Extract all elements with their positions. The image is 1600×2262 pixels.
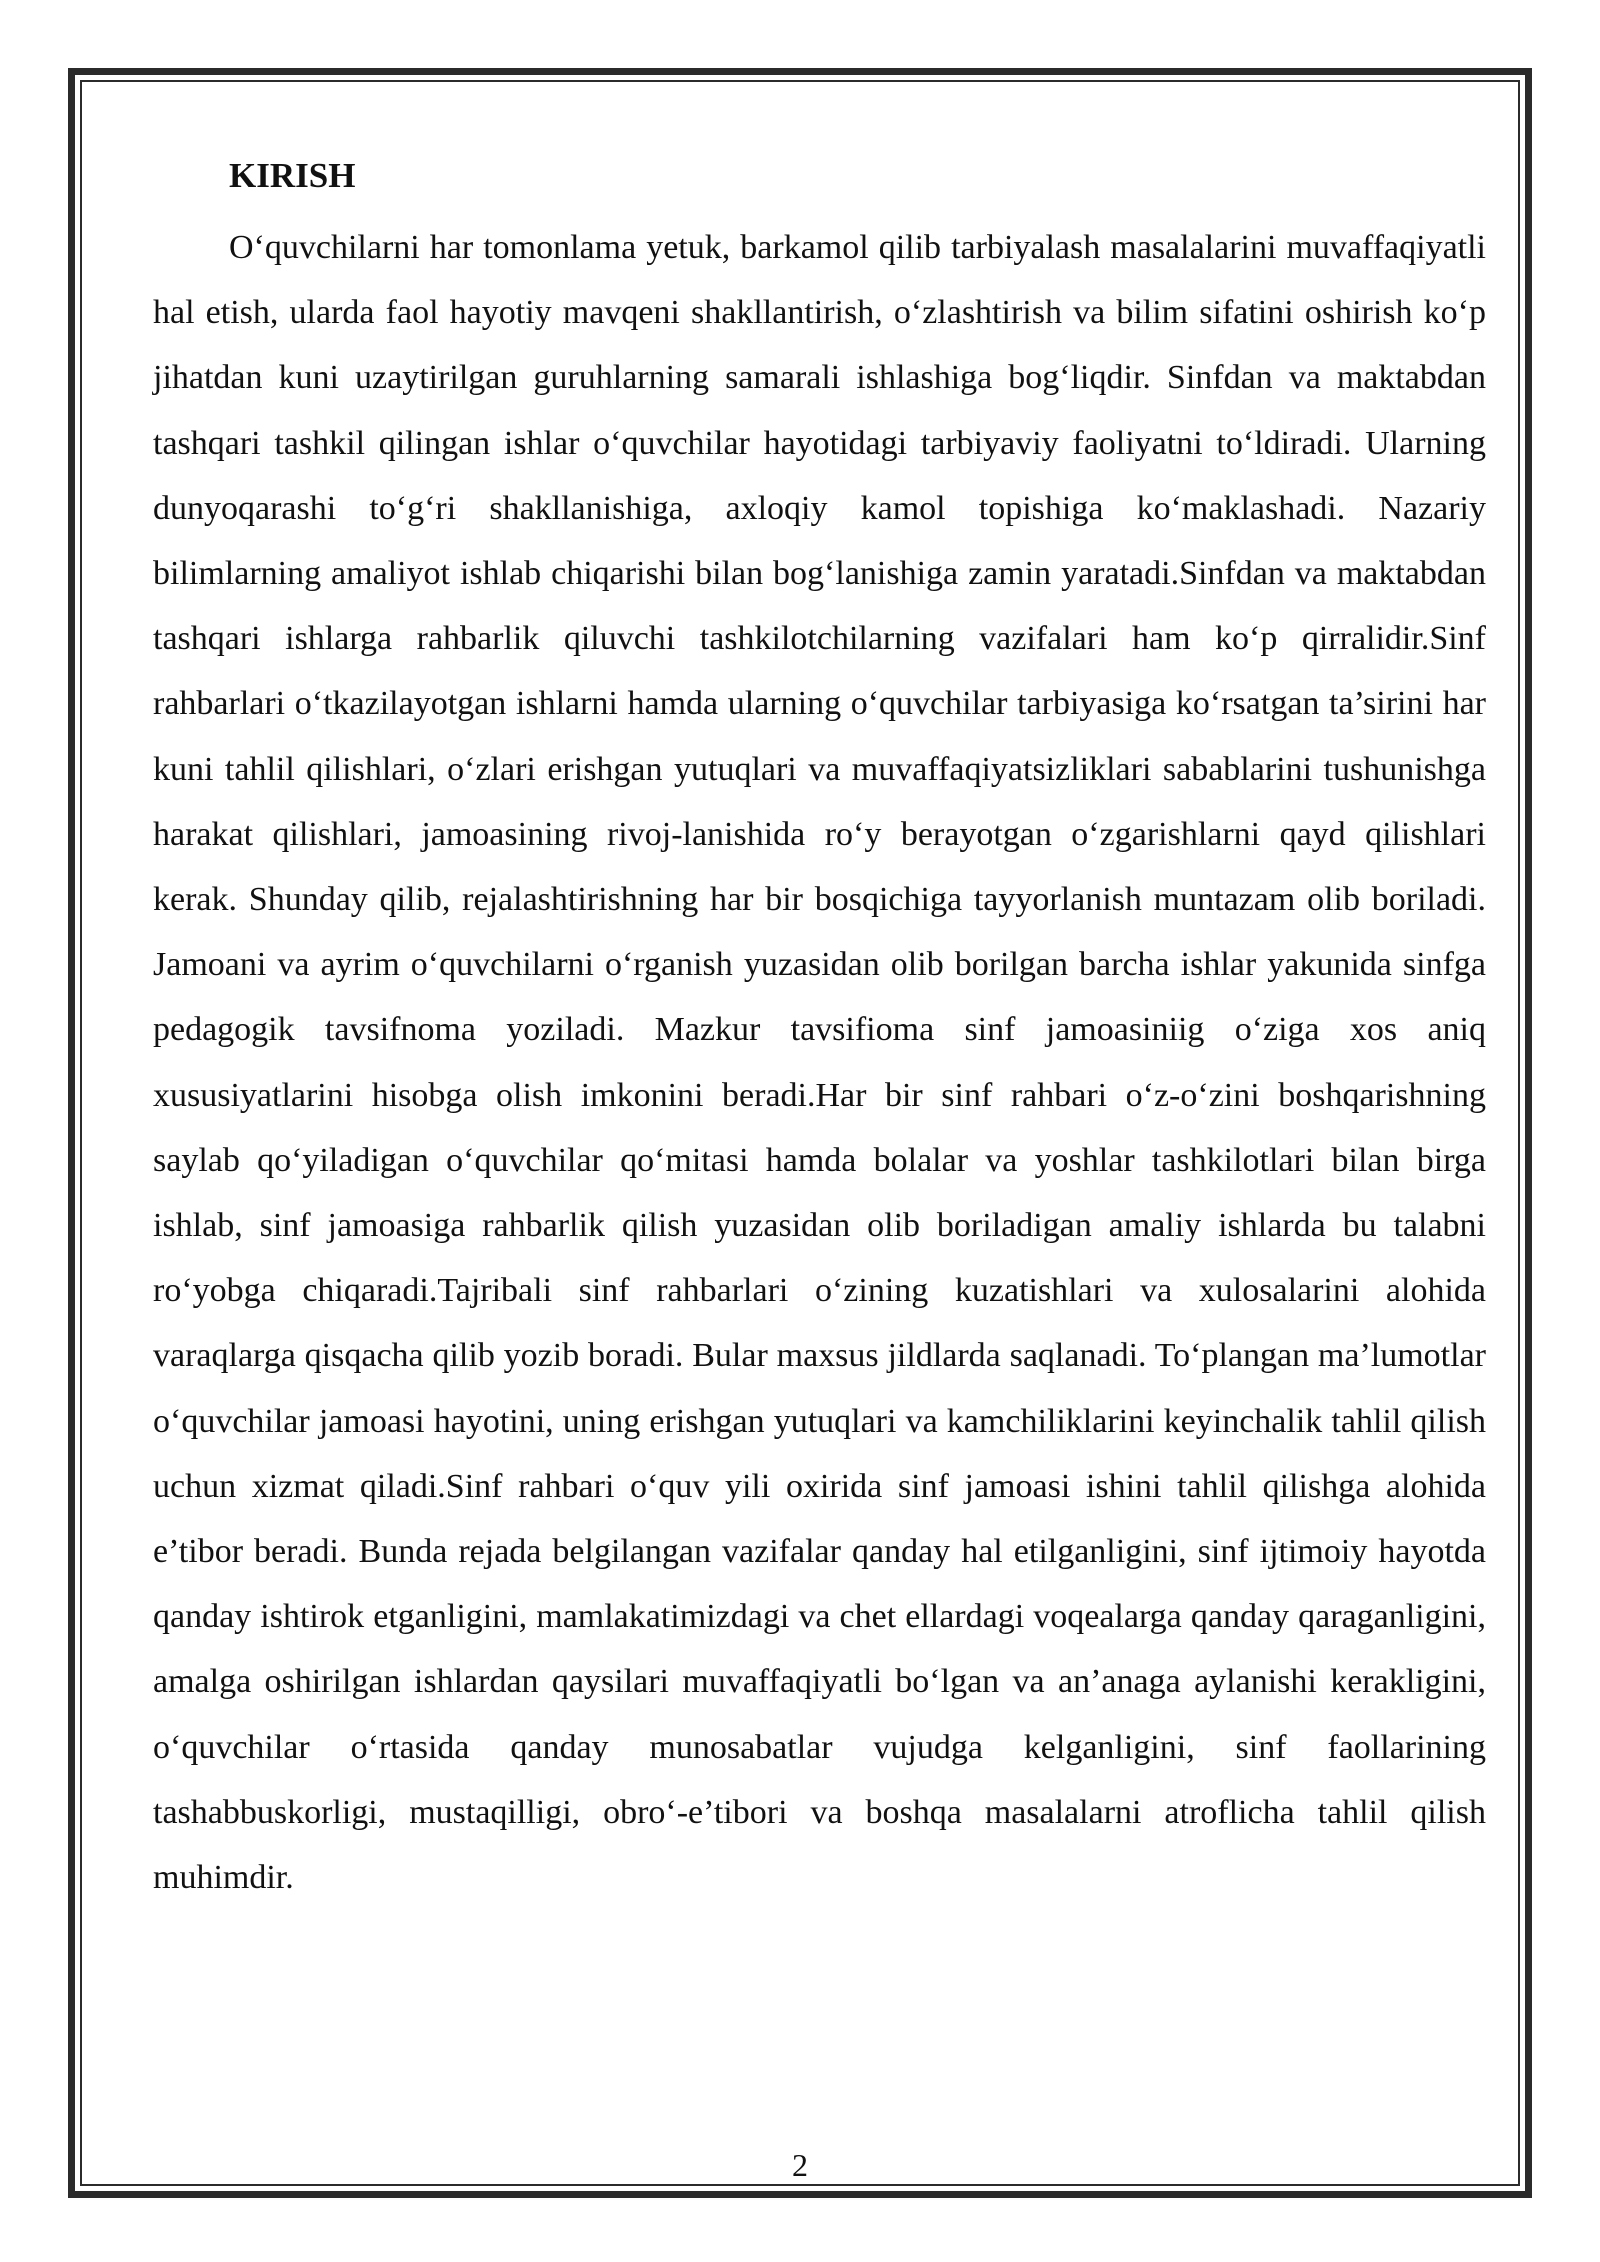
body-paragraph: O‘quvchilarni har tomonlama yetuk, barkamol qilib tarbiyalash masalalarini muvaffaqiyatli hal etish, ularda faol hayotiy mavqeni shakllantirish, o‘zlashtirish va bilim sifatini oshirish ko‘p jihatdan kuni uzaytirilgan guruhlarning samarali ishlashiga bog‘liqdir. Sinfdan va maktabdan tashqari tashkil qilingan ishlar o‘quvchilar hayotidagi tarbiyaviy faoliyatni to‘ldiradi. Ularning dunyoqarashi to‘g‘ri shakllanishiga, axloqiy kamol topishiga ko‘maklashadi. Nazariy bilimlarning amaliyot ishlab chiqarishi bilan bog‘lanishiga zamin yaratadi.Sinfdan va maktabdan tashqari ishlarga rahbarlik qiluvchi tashkilotchilarning vazifalari ham ko‘p qirralidir.Sinf rahbarlari o‘tkazilayotgan ishlarni hamda ularning o‘quvchilar tarbiyasiga ko‘rsatgan ta’sirini har kuni tahlil qilishlari, o‘zlari erishgan yutuqlari va muvaffaqiyatsizliklari sabablarini tushunishga harakat qilishlari, jamoasining rivoj-lanishida ro‘y berayotgan o‘zgarishlarni qayd qilishlari kerak. Shunday qilib, rejalashtirishning har bir bosqichiga tayyorlanish muntazam olib boriladi. Jamoani va ayrim o‘quvchilarni o‘rganish yuzasidan olib borilgan barcha ishlar yakunida sinfga pedagogik tavsifnoma yoziladi. Mazkur tavsifioma sinf jamoasiniig o‘ziga xos aniq xususiyatlarini hisobga olish imkonini beradi.Har bir sinf rahbari o‘z-o‘zini boshqarishning saylab qo‘yiladigan o‘quvchilar qo‘mitasi hamda bolalar va yoshlar tashkilotlari bilan birga ishlab, sinf jamoasiga rahbarlik qilish yuzasidan olib boriladigan amaliy ishlarda bu talabni ro‘yobga chiqaradi.Tajribali sinf rahbarlari o‘zining kuzatishlari va xulosalarini alohida varaqlarga qisqacha qilib yozib boradi. Bular maxsus jildlarda saqlanadi. To‘plangan ma’lumotlar o‘quvchilar jamoasi hayotini, uning erishgan yutuqlari va kamchiliklarini keyinchalik tahlil qilish uchun xizmat qiladi.Sinf rahbari o‘quv yili oxirida sinf jamoasi ishini tahlil qilishga alohida e’tibor beradi. Bunda rejada belgilangan vazifalar qanday hal etilganligini, sinf ijtimoiy hayotda qanday ishtirok etganligini, mamlakatimizdagi va chet ellardagi voqealarga qanday qaraganligini, amalga oshirilgan ishlardan qaysilari muvaffaqiyatli bo‘lgan va an’anaga aylanishi kerakligini, o‘quvchilar o‘rtasida qanday munosabatlar vujudga kelganligini, sinf faollarining tashabbuskorligi, mustaqilligi, obro‘-e’tibori va boshqa masalalarni atroflicha tahlil qilish muhimdir. [153, 229, 1486, 1897]
section-heading: KIRISH [229, 156, 356, 195]
page-content [153, 145, 1486, 1910]
page-number: 2 [792, 2147, 808, 2183]
